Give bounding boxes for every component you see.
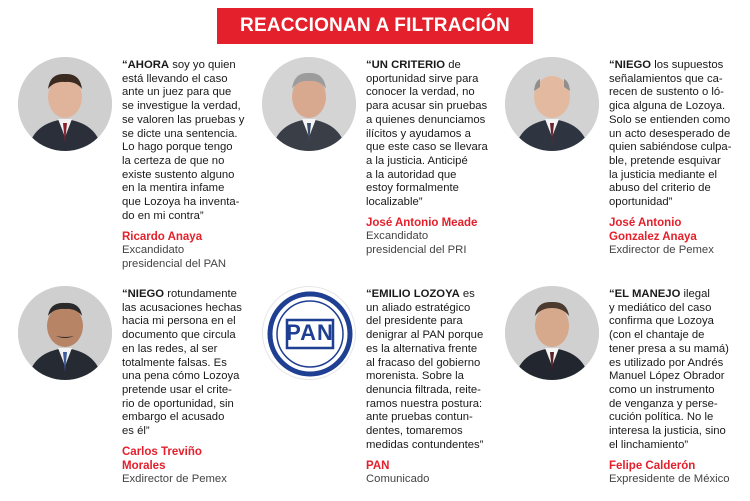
speaker-name: José Antonio Meade	[366, 217, 478, 229]
quote-body: rotundamente las acusaciones hechas hacia mi persona en el documento que circula en las redes, al ser totalmente falsas. Es una pena cómo Lozoya pretende usar el crite- rio de oportunidad, sin embargo el acusado es él”	[122, 288, 242, 438]
speaker-role: Expresidente de México	[609, 473, 730, 485]
quote-text	[609, 59, 741, 210]
quote-body: de oportunidad sirve para conocer la verdad, no para acusar sin pruebas a quienes denunciamos ilícitos y ayudamos a que este caso se llevara a la justicia. Anticipé a la autoridad que estoy formalmente localizable”	[366, 59, 488, 209]
portrait-jose-antonio-meade	[262, 57, 356, 151]
quote-text	[366, 59, 498, 210]
speaker-name: José Antonio Gonzalez Anaya	[609, 217, 697, 243]
speaker-role: Excandidato presidencial del PAN	[122, 244, 227, 270]
quote-body: los supuestos señalamientos que ca- recen de sustento o ló- gica alguna de Lozoya. Solo se entienden como un acto desesperado de quien sabiéndose culpa- ble, pretende esquivar la justicia mediante el abuso del criterio de oportunidad”	[609, 59, 732, 209]
pan-logo-text: PAN	[286, 320, 334, 345]
quote-body: ilegal y mediático del caso confirma que Lozoya (con el chantaje de tener presa a su mamá) es utilizado por Andrés Manuel López Obrador como un instrumento de venganza y perse- cución política. No le interesa la justicia, sino el linchamiento”	[609, 288, 729, 451]
speaker-role: Comunicado	[366, 473, 430, 485]
quote-lead: “EMILIO LOZOYA	[366, 288, 460, 300]
quote-lead: “NIEGO	[122, 288, 165, 300]
speaker-name: Carlos Treviño Morales	[122, 446, 202, 472]
quote-lead: “AHORA	[122, 59, 170, 71]
quote-body: es un aliado estratégico del presidente para denigrar al PAN porque es la alternativa frente al fracaso del gobierno morenista. Sobre la denuncia filtrada, reite- ramos nuestra postura: ante pruebas contun- dentes, tomaremos medidas contundentes”	[366, 288, 484, 451]
speaker-role: Exdirector de Pemex	[609, 244, 714, 256]
headline-banner	[217, 8, 533, 44]
quote-lead: “NIEGO	[609, 59, 652, 71]
portrait-carlos-trevino-morales	[18, 286, 112, 380]
portrait-felipe-calderon	[505, 286, 599, 380]
speaker-name: PAN	[366, 460, 390, 472]
quote-body: soy yo quien está llevando el caso ante un juez para que se investigue la verdad, se valoren las pruebas y se dicte una sentencia. Lo hago porque tengo la certeza de que no existe sustento alguno en la mentira infame que Lozoya ha inventa- do en mi contra”	[122, 59, 245, 222]
speaker-role: Exdirector de Pemex	[122, 473, 227, 485]
quote-text	[366, 288, 498, 452]
portrait-ricardo-anaya	[18, 57, 112, 151]
speaker-name: Ricardo Anaya	[122, 231, 203, 243]
headline-title: REACCIONAN A FILTRACIÓN	[240, 15, 510, 36]
quote-text	[122, 288, 254, 439]
portrait-jose-antonio-gonzalez-anaya	[505, 57, 599, 151]
pan-logo	[262, 286, 356, 380]
speaker-name: Felipe Calderón	[609, 460, 696, 472]
quote-lead: “EL MANEJO	[609, 288, 681, 300]
quote-text	[122, 59, 254, 223]
speaker-role: Excandidato presidencial del PRI	[366, 230, 467, 256]
quote-text	[609, 288, 741, 452]
quote-lead: “UN CRITERIO	[366, 59, 446, 71]
